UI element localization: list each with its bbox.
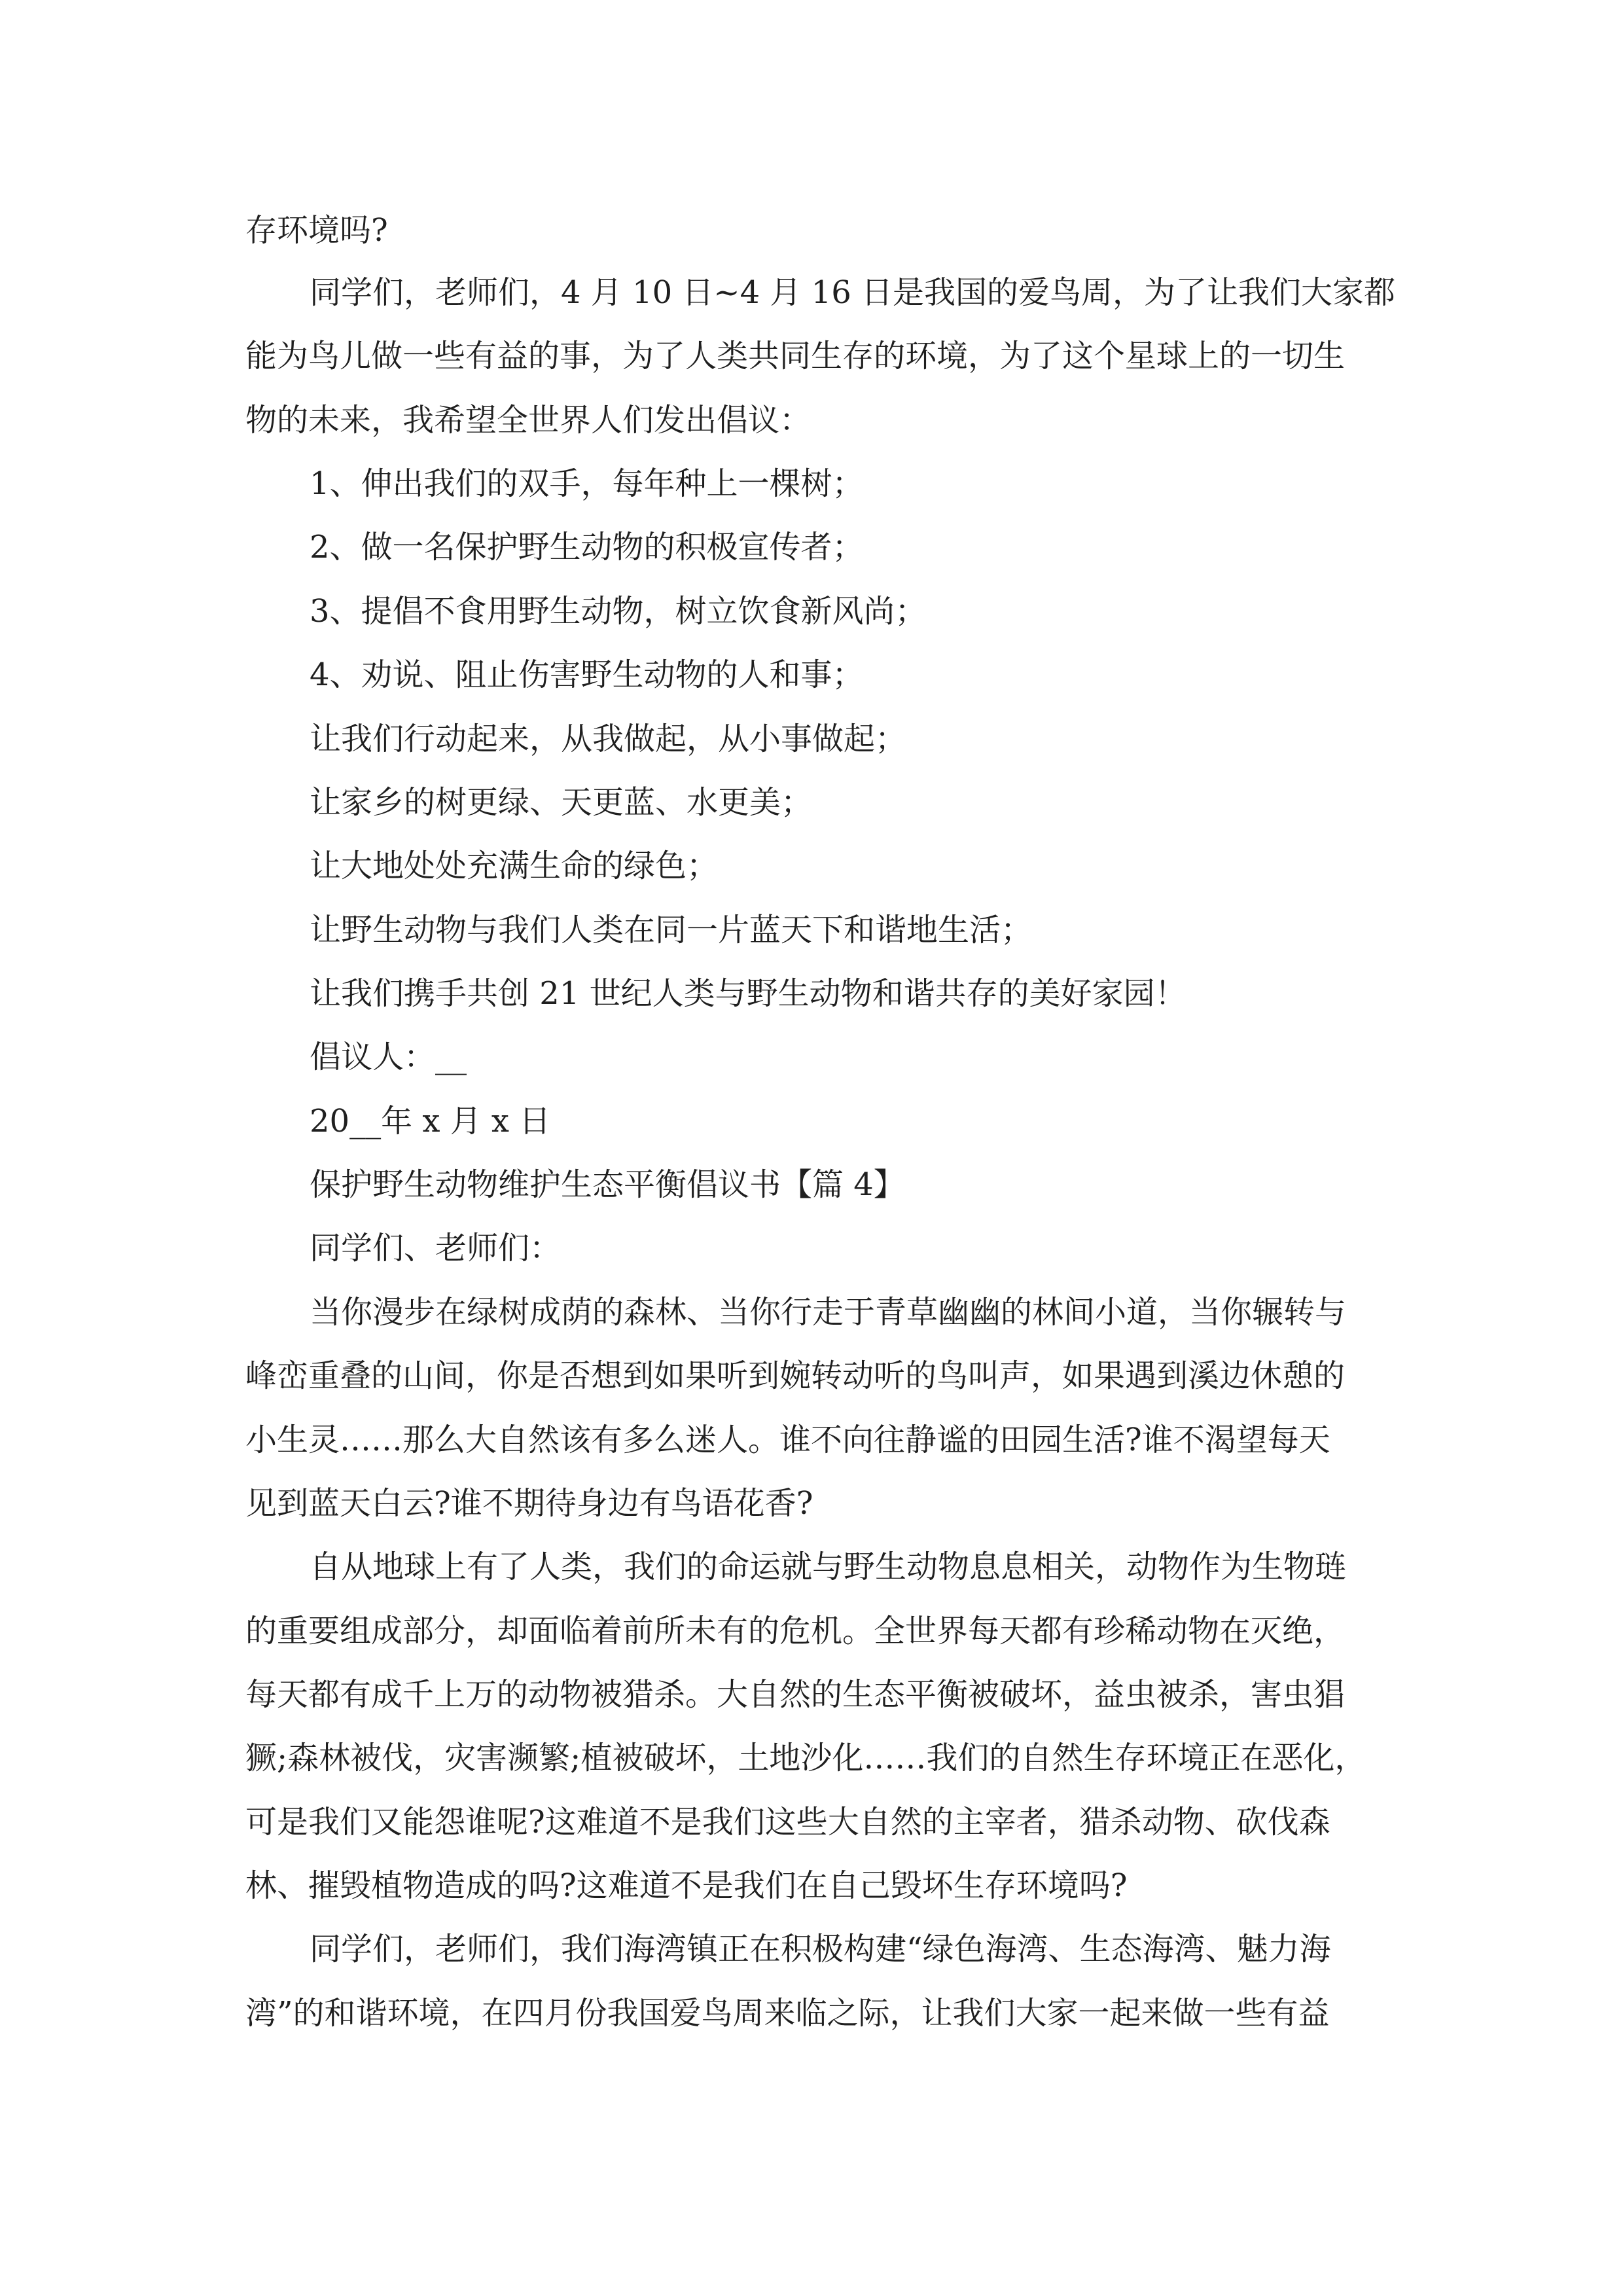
salutation: 同学们、老师们： bbox=[310, 1230, 562, 1266]
list-item: 2、做一名保护野生动物的积极宣传者； bbox=[310, 529, 864, 565]
text-line: 能为鸟儿做一些有益的事，为了人类共同生存的环境，为了这个星球上的一切生 bbox=[245, 338, 1346, 374]
text-line: 让大地处处充满生命的绿色； bbox=[310, 848, 719, 884]
list-item: 4、劝说、阻止伤害野生动物的人和事； bbox=[310, 656, 864, 693]
text-line: 可是我们又能怨谁呢?这难道不是我们这些大自然的主宰者，猎杀动物、砍伐森 bbox=[245, 1804, 1330, 1840]
text-line: 物的未来，我希望全世界人们发出倡议： bbox=[245, 402, 812, 439]
text-line: 同学们，老师们，4 月 10 日~4 月 16 日是我国的爱鸟周，为了让我们大家都 bbox=[310, 274, 1396, 311]
text-line: 见到蓝天白云?谁不期待身边有鸟语花香? bbox=[245, 1485, 813, 1522]
text-line: 当你漫步在绿树成荫的森林、当你行走于青草幽幽的林间小道，当你辗转与 bbox=[310, 1294, 1347, 1331]
text-line: 獗;森林被伐，灾害濒繁;植被破坏，土地沙化……我们的自然生存环境正在恶化， bbox=[245, 1740, 1366, 1776]
text-line: 让家乡的树更绿、天更蓝、水更美； bbox=[310, 784, 813, 821]
section-title: 保护野生动物维护生态平衡倡议书【篇 4】 bbox=[310, 1166, 905, 1203]
list-item: 3、提倡不食用野生动物，树立饮食新风尚； bbox=[310, 593, 927, 630]
text-line: 林、摧毁植物造成的吗?这难道不是我们在自己毁坏生存环境吗? bbox=[245, 1867, 1128, 1904]
text-line: 每天都有成千上万的动物被猎杀。大自然的生态平衡被破坏，益虫被杀，害虫猖 bbox=[245, 1676, 1346, 1713]
text-line: 峰峦重叠的山间，你是否想到如果听到婉转动听的鸟叫声，如果遇到溪边休憩的 bbox=[245, 1357, 1346, 1394]
text-line: 存环境吗? bbox=[245, 212, 388, 249]
text-line: 小生灵……那么大自然该有多么迷人。谁不向往静谧的田园生活?谁不渴望每天 bbox=[245, 1422, 1330, 1458]
text-line: 让野生动物与我们人类在同一片蓝天下和谐地生活； bbox=[310, 912, 1033, 948]
text-line: 的重要组成部分，却面临着前所未有的危机。全世界每天都有珍稀动物在灭绝， bbox=[245, 1613, 1346, 1649]
list-item: 1、伸出我们的双手，每年种上一棵树； bbox=[310, 465, 864, 502]
text-line: 自从地球上有了人类，我们的命运就与野生动物息息相关，动物作为生物琏 bbox=[310, 1549, 1347, 1585]
text-line: 同学们，老师们，我们海湾镇正在积极构建“绿色海湾、生态海湾、魅力海 bbox=[310, 1931, 1331, 1967]
text-line: 让我们行动起来，从我做起，从小事做起； bbox=[310, 721, 907, 757]
text-line: 让我们携手共创 21 世纪人类与野生动物和谐共存的美好家园！ bbox=[310, 975, 1186, 1012]
signature-line: 倡议人：__ bbox=[310, 1039, 467, 1075]
text-line: 湾”的和谐环境，在四月份我国爱鸟周来临之际，让我们大家一起来做一些有益 bbox=[245, 1995, 1330, 2032]
date-line: 20__年 x 月 x 日 bbox=[310, 1103, 551, 1139]
